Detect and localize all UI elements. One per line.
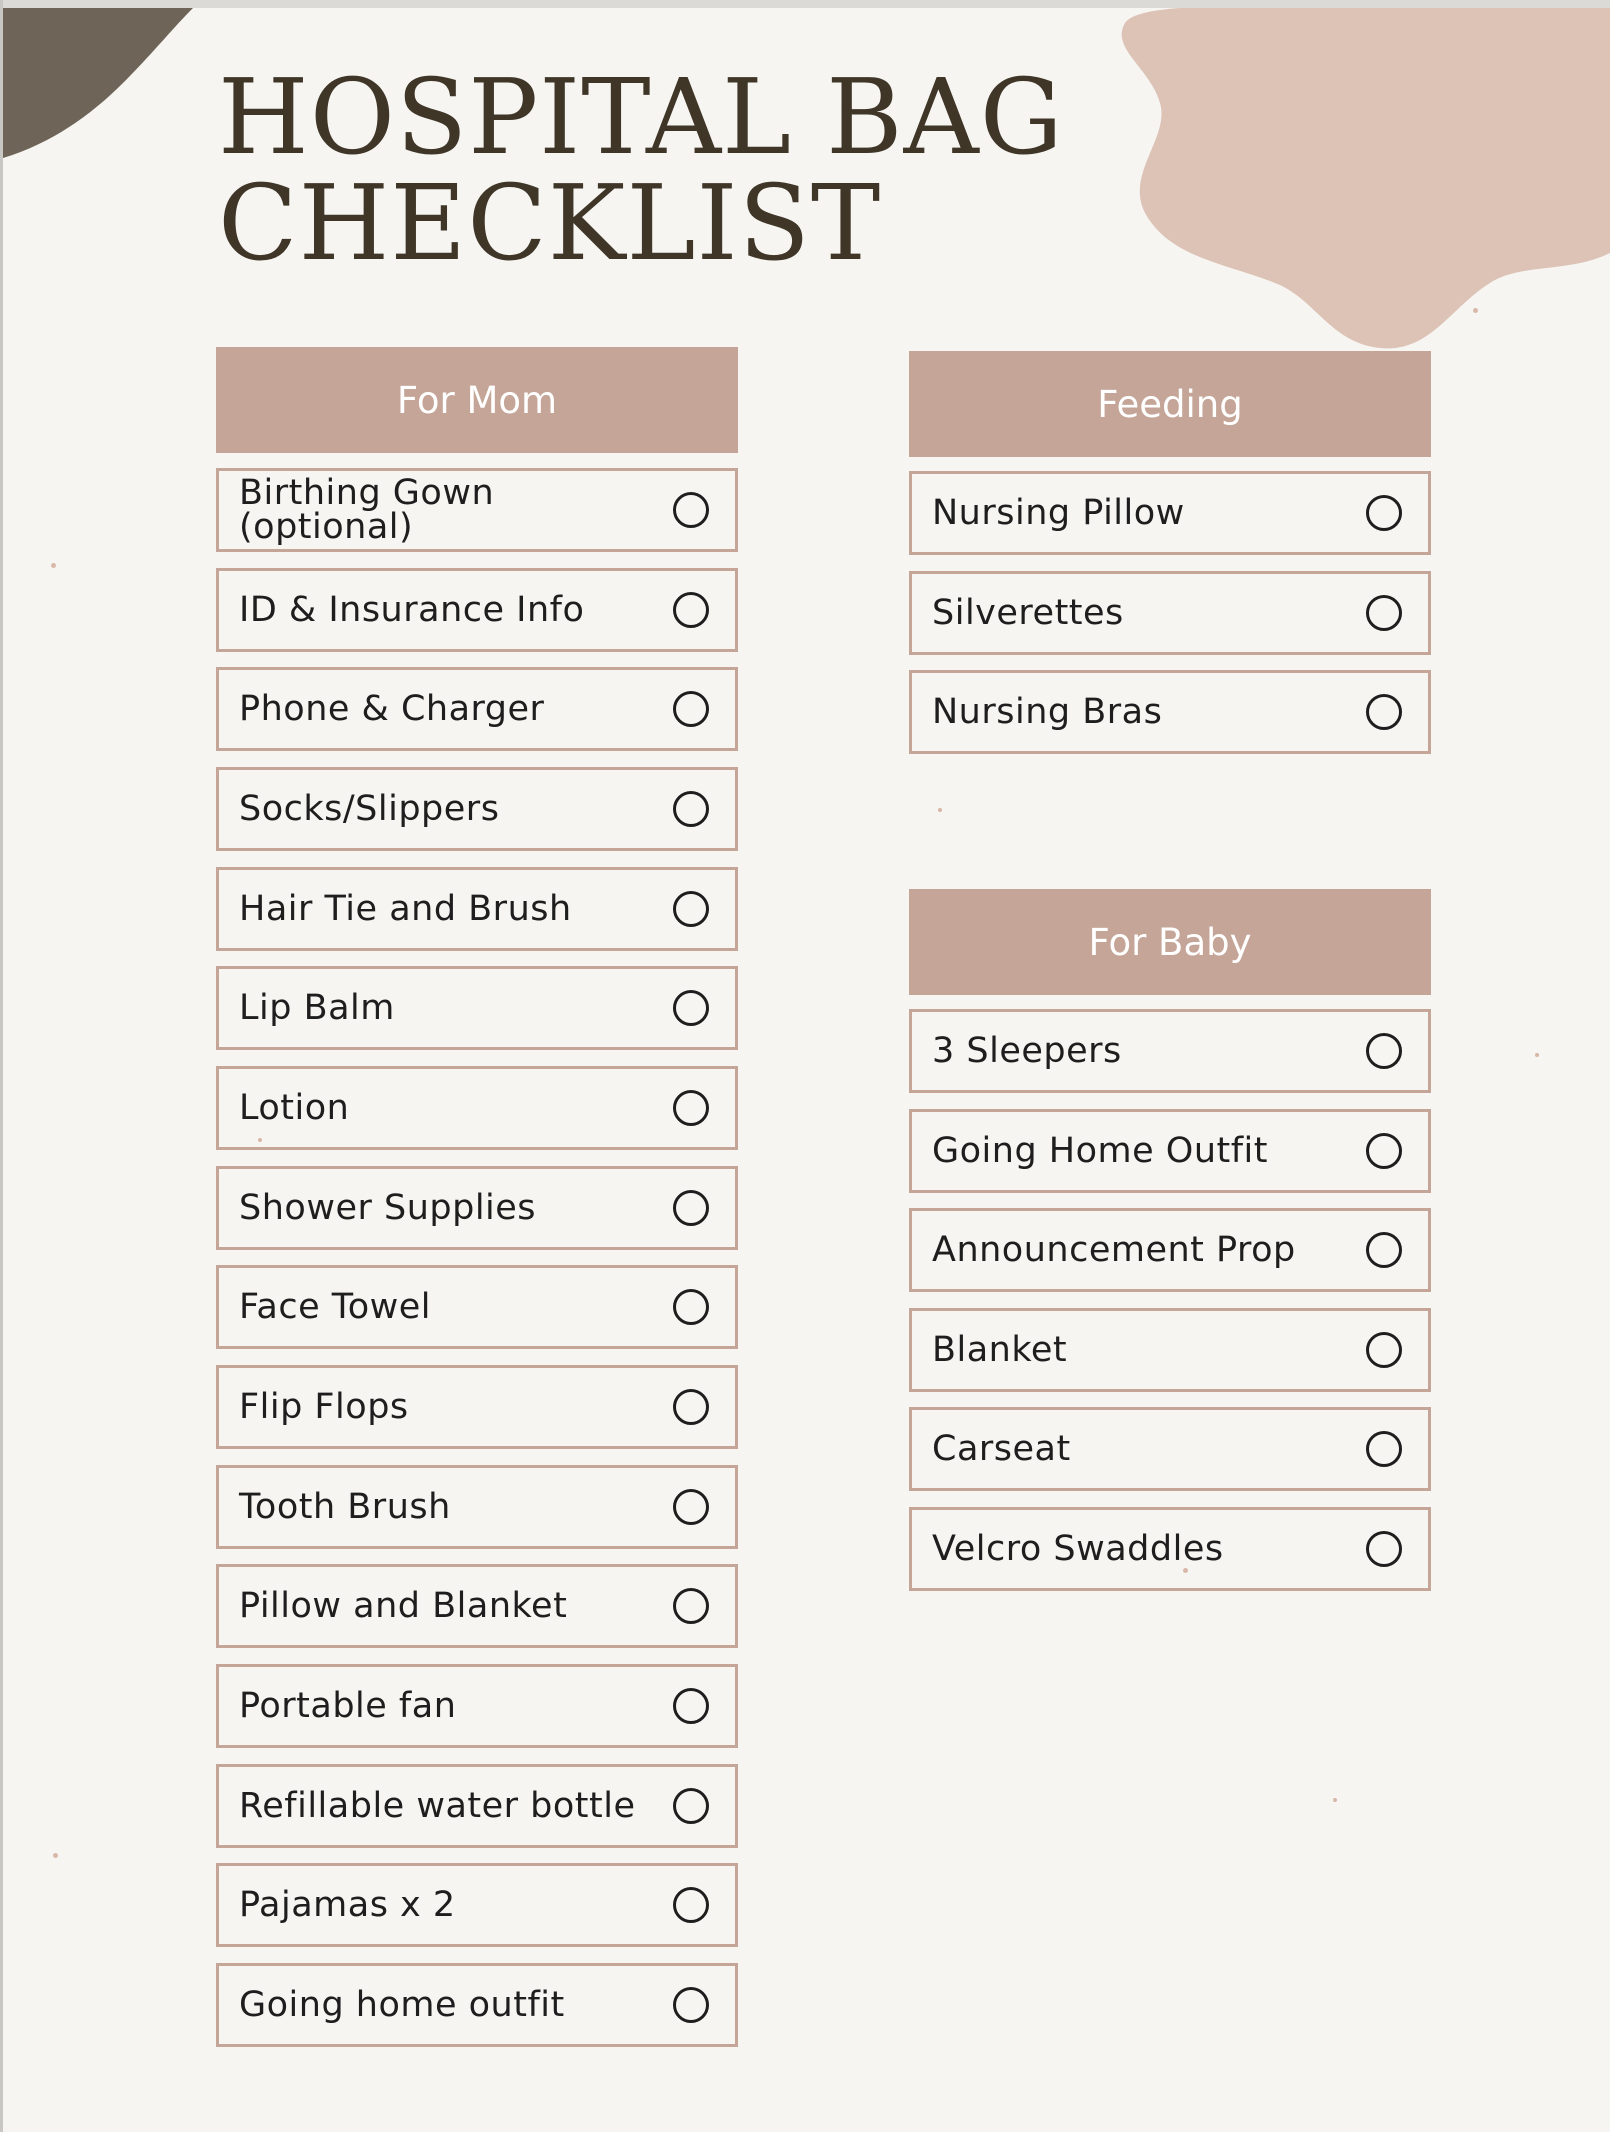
checklist-item-tooth-brush[interactable] (216, 1465, 738, 1549)
item-label: Birthing Gown (optional) (239, 473, 495, 547)
checklist-item-hair-tie-brush[interactable] (216, 867, 738, 951)
decorative-speck (1473, 308, 1478, 313)
item-label: Shower Supplies (239, 1187, 537, 1228)
item-label: Portable fan (239, 1686, 457, 1726)
item-label: Nursing Bras (932, 692, 1163, 732)
checkbox-circle-icon[interactable] (673, 691, 709, 727)
decorative-speck (51, 563, 56, 568)
decorative-dark-blob (3, 8, 203, 168)
section-title: For Mom (396, 378, 558, 422)
decorative-speck (1535, 1053, 1539, 1057)
checklist-item-shower-supplies[interactable] (216, 1166, 738, 1250)
item-label: Announcement Prop (932, 1230, 1296, 1271)
checklist-item-nursing-pillow[interactable] (909, 471, 1431, 555)
checkbox-circle-icon[interactable] (1366, 495, 1402, 531)
checkbox-circle-icon[interactable] (673, 1289, 709, 1325)
checkbox-circle-icon[interactable] (673, 1887, 709, 1923)
item-label: Pajamas x 2 (239, 1885, 456, 1926)
checkbox-circle-icon[interactable] (673, 990, 709, 1026)
item-label: Hair Tie and Brush (239, 888, 572, 929)
checklist-item-flip-flops[interactable] (216, 1365, 738, 1449)
item-label: ID & Insurance Info (239, 589, 585, 630)
checklist-item-id-insurance[interactable] (216, 568, 738, 652)
item-label: Going home outfit (239, 1985, 565, 2025)
checklist-item-nursing-bras[interactable] (909, 670, 1431, 754)
decorative-speck (938, 808, 942, 812)
item-label: 3 Sleepers (932, 1031, 1122, 1071)
decorative-speck (1333, 1798, 1337, 1802)
checkbox-circle-icon[interactable] (1366, 595, 1402, 631)
decorative-speck (53, 1853, 58, 1858)
checkbox-circle-icon[interactable] (673, 592, 709, 628)
checklist-item-water-bottle[interactable] (216, 1764, 738, 1848)
item-label: Blanket (932, 1329, 1068, 1370)
title-line-2: CHECKLIST (218, 162, 882, 284)
checkbox-circle-icon[interactable] (673, 791, 709, 827)
checklist-item-silverettes[interactable] (909, 571, 1431, 655)
checkbox-circle-icon[interactable] (673, 1489, 709, 1525)
checkbox-circle-icon[interactable] (1366, 694, 1402, 730)
item-label: Pillow and Blanket (239, 1586, 568, 1627)
checklist-item-announcement-prop[interactable] (909, 1208, 1431, 1292)
checklist-item-portable-fan[interactable] (216, 1664, 738, 1748)
item-label: Silverettes (932, 592, 1124, 633)
section-header-for-baby (909, 889, 1431, 995)
item-label: Flip Flops (239, 1387, 409, 1427)
checklist-item-3-sleepers[interactable] (909, 1009, 1431, 1093)
checklist-page (3, 8, 1610, 2132)
item-label: Velcro Swaddles (932, 1529, 1224, 1569)
checkbox-circle-icon[interactable] (673, 1588, 709, 1624)
checklist-item-pillow-blanket[interactable] (216, 1564, 738, 1648)
page-title (218, 56, 1064, 284)
checklist-item-velcro-swaddles[interactable] (909, 1507, 1431, 1591)
section-title: Feeding (1097, 382, 1243, 426)
checklist-item-lotion[interactable] (216, 1066, 738, 1150)
checkbox-circle-icon[interactable] (1366, 1431, 1402, 1467)
checkbox-circle-icon[interactable] (673, 492, 709, 528)
section-header-for-mom (216, 347, 738, 453)
checklist-item-pajamas[interactable] (216, 1863, 738, 1947)
item-label: Face Towel (239, 1287, 431, 1328)
section-header-feeding (909, 351, 1431, 457)
checklist-item-lip-balm[interactable] (216, 966, 738, 1050)
checkbox-circle-icon[interactable] (1366, 1133, 1402, 1169)
checkbox-circle-icon[interactable] (1366, 1033, 1402, 1069)
item-label: Lip Balm (239, 988, 395, 1029)
decorative-pink-blob (1050, 8, 1610, 388)
checklist-item-birthing-gown[interactable] (216, 468, 738, 552)
item-label: Socks/Slippers (239, 789, 500, 829)
item-label: Phone & Charger (239, 689, 545, 730)
checkbox-circle-icon[interactable] (673, 1389, 709, 1425)
checklist-item-going-home-outfit-baby[interactable] (909, 1109, 1431, 1193)
checklist-item-socks-slippers[interactable] (216, 767, 738, 851)
checkbox-circle-icon[interactable] (1366, 1531, 1402, 1567)
checkbox-circle-icon[interactable] (1366, 1232, 1402, 1268)
checkbox-circle-icon[interactable] (673, 1987, 709, 2023)
checkbox-circle-icon[interactable] (673, 891, 709, 927)
checkbox-circle-icon[interactable] (1366, 1332, 1402, 1368)
item-label: Refillable water bottle (239, 1785, 636, 1826)
checklist-item-face-towel[interactable] (216, 1265, 738, 1349)
item-label: Nursing Pillow (932, 493, 1185, 533)
item-label: Lotion (239, 1088, 350, 1128)
checklist-item-going-home-outfit[interactable] (216, 1963, 738, 2047)
item-label: Going Home Outfit (932, 1130, 1268, 1171)
checklist-item-carseat[interactable] (909, 1407, 1431, 1491)
section-title: For Baby (1088, 920, 1252, 964)
window-top-edge (0, 0, 1610, 8)
checkbox-circle-icon[interactable] (673, 1788, 709, 1824)
checklist-item-blanket[interactable] (909, 1308, 1431, 1392)
checkbox-circle-icon[interactable] (673, 1090, 709, 1126)
checkbox-circle-icon[interactable] (673, 1688, 709, 1724)
checkbox-circle-icon[interactable] (673, 1190, 709, 1226)
checklist-item-phone-charger[interactable] (216, 667, 738, 751)
title-line-1: HOSPITAL BAG (218, 56, 1064, 178)
item-label: Tooth Brush (239, 1486, 451, 1527)
item-label: Carseat (932, 1429, 1071, 1470)
